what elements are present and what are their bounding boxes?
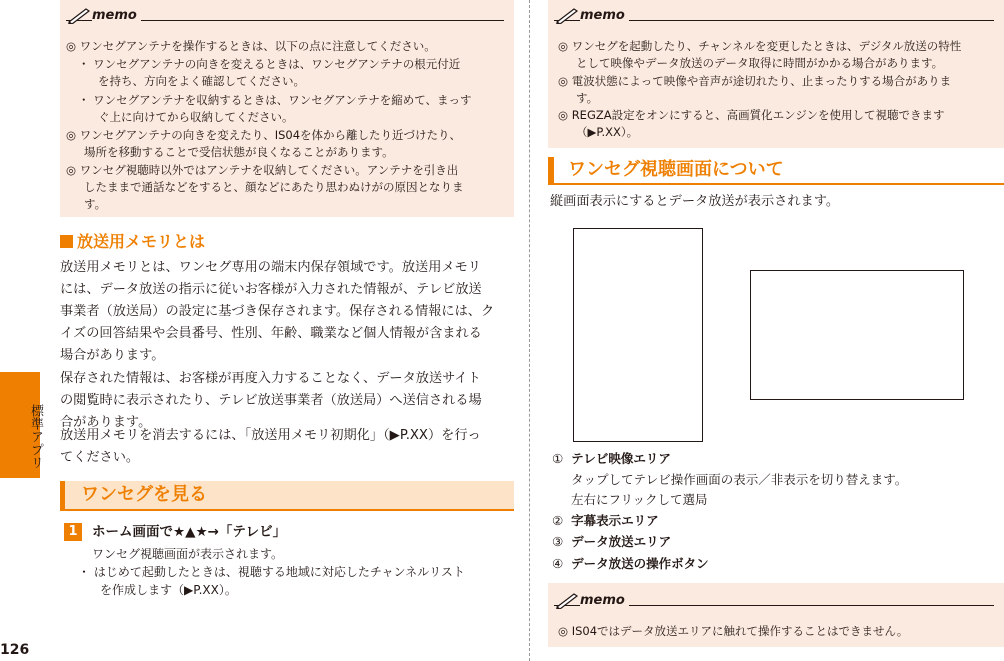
memo-line: （▶P.XX）。 <box>576 125 639 139</box>
step-note: ・ はじめて起動したときは、視聴する地域に対応したチャンネルリスト <box>78 565 465 579</box>
memo-line: したままで通話などをすると、顔などにあたり思わぬけがの原因となりま <box>84 180 464 194</box>
screen-section-intro: 縦画面表示にするとデータ放送が表示されます。 <box>550 194 840 209</box>
memo-line: として映像やデータ放送のデータ取得に時間がかかる場合があります。 <box>576 56 944 70</box>
pencil-icon <box>554 6 580 24</box>
screen-section-title: ワンセグ視聴画面について <box>568 159 784 180</box>
watch-section-title: ワンセグを見る <box>81 484 207 505</box>
memo-label: memo <box>92 9 141 22</box>
pencil-icon <box>66 6 92 24</box>
legend-item-2: ② 字幕表示エリア <box>552 513 659 528</box>
memo-header <box>554 6 994 24</box>
memo-line: ・ ワンセグアンテナを収納するときは、ワンセグアンテナを縮めて、まっす <box>78 93 472 107</box>
legend-item-1: ① テレビ映像エリア <box>552 451 671 466</box>
body-line: 保存された情報は、お客様が再度入力することなく、データ放送サイト <box>60 371 481 386</box>
memo-header <box>66 6 504 24</box>
landscape-screen-diagram <box>750 270 964 400</box>
body-line: 合があります。 <box>60 415 152 430</box>
watch-section-band <box>60 481 514 511</box>
page-number: 126 <box>0 642 30 658</box>
heading-square-icon <box>60 235 73 248</box>
body-line: の閲覧時に表示されたり、テレビ放送事業者（放送局）へ送信される場 <box>60 393 482 408</box>
broadcast-memory-heading: 放送用メモリとは <box>60 232 205 252</box>
memo-line: ◎ 電波状態によって映像や音声が途切れたり、止まったりする場合がありま <box>558 74 952 88</box>
memo-label: memo <box>580 594 629 607</box>
right-memo-box <box>548 0 1004 148</box>
legend-item-3: ③ データ放送エリア <box>552 534 672 549</box>
memo-header <box>554 591 994 609</box>
portrait-screen-diagram <box>573 228 703 442</box>
step-instruction: ホーム画面で★▲★→「テレビ」 <box>92 524 287 540</box>
memo-line: ◎ ワンセグアンテナを操作するときは、以下の点に注意してください。 <box>66 39 436 53</box>
column-divider <box>529 0 530 661</box>
pencil-icon <box>554 591 580 609</box>
body-line: には、データ放送の指示に従いお客様が入力された情報が、テレビ放送 <box>60 282 482 297</box>
memo-line: す。 <box>84 197 107 211</box>
memo-label: memo <box>580 9 629 22</box>
body-line: 放送用メモリとは、ワンセグ専用の端末内保存領域です。放送用メモリ <box>60 260 481 275</box>
bottom-memo-box <box>548 583 1004 647</box>
body-line: 場合があります。 <box>60 348 165 363</box>
legend-item-1-desc: タップしてテレビ操作画面の表示／非表示を切り替えます。 <box>571 472 908 487</box>
memo-line: ◎ ワンセグを起動したり、チャンネルを変更したときは、デジタル放送の特性 <box>558 39 962 53</box>
memo-line: ◎ ワンセグアンテナの向きを変えたり、IS04を体から離したり近づけたり、 <box>66 128 462 142</box>
left-memo-box <box>60 0 514 217</box>
legend-item-4: ④ データ放送の操作ボタン <box>552 556 709 571</box>
memo-line: ◎ REGZA設定をオンにすると、高画質化エンジンを使用して視聴できます <box>558 108 945 122</box>
step-result: ワンセグ視聴画面が表示されます。 <box>92 547 284 561</box>
memo-line: ◎ IS04ではデータ放送エリアに触れて操作することはできません。 <box>558 624 909 638</box>
memo-line: ・ ワンセグアンテナの向きを変えるときは、ワンセグアンテナの根元付近 <box>78 57 461 71</box>
body-line: イズの回答結果や会員番号、性別、年齢、職業など個人情報が含まれる <box>60 326 482 341</box>
memo-line: ぐ上に向けてから収納してください。 <box>98 110 294 124</box>
step-note: を作成します（▶P.XX）。 <box>100 583 237 597</box>
legend-item-1-desc: 左右にフリックして選局 <box>571 492 708 507</box>
screen-section-heading <box>548 157 1004 185</box>
body-line: 事業者（放送局）の設定に基づき保存されます。保存される情報には、ク <box>60 304 495 319</box>
memo-line: す。 <box>576 91 599 105</box>
body-line: 放送用メモリを消去するには、「放送用メモリ初期化」（▶P.XX）を行っ <box>60 428 481 443</box>
memo-line: を持ち、方向をよく確認してください。 <box>98 74 305 88</box>
memo-line: 場所を移動することで受信状態が良くなることがあります。 <box>84 145 394 159</box>
step-number-badge: 1 <box>64 523 82 541</box>
chapter-tab-label: 標準アプリ <box>28 404 43 469</box>
body-line: てください。 <box>60 450 140 465</box>
memo-line: ◎ ワンセグ視聴時以外ではアンテナを収納してください。アンテナを引き出 <box>66 163 459 177</box>
